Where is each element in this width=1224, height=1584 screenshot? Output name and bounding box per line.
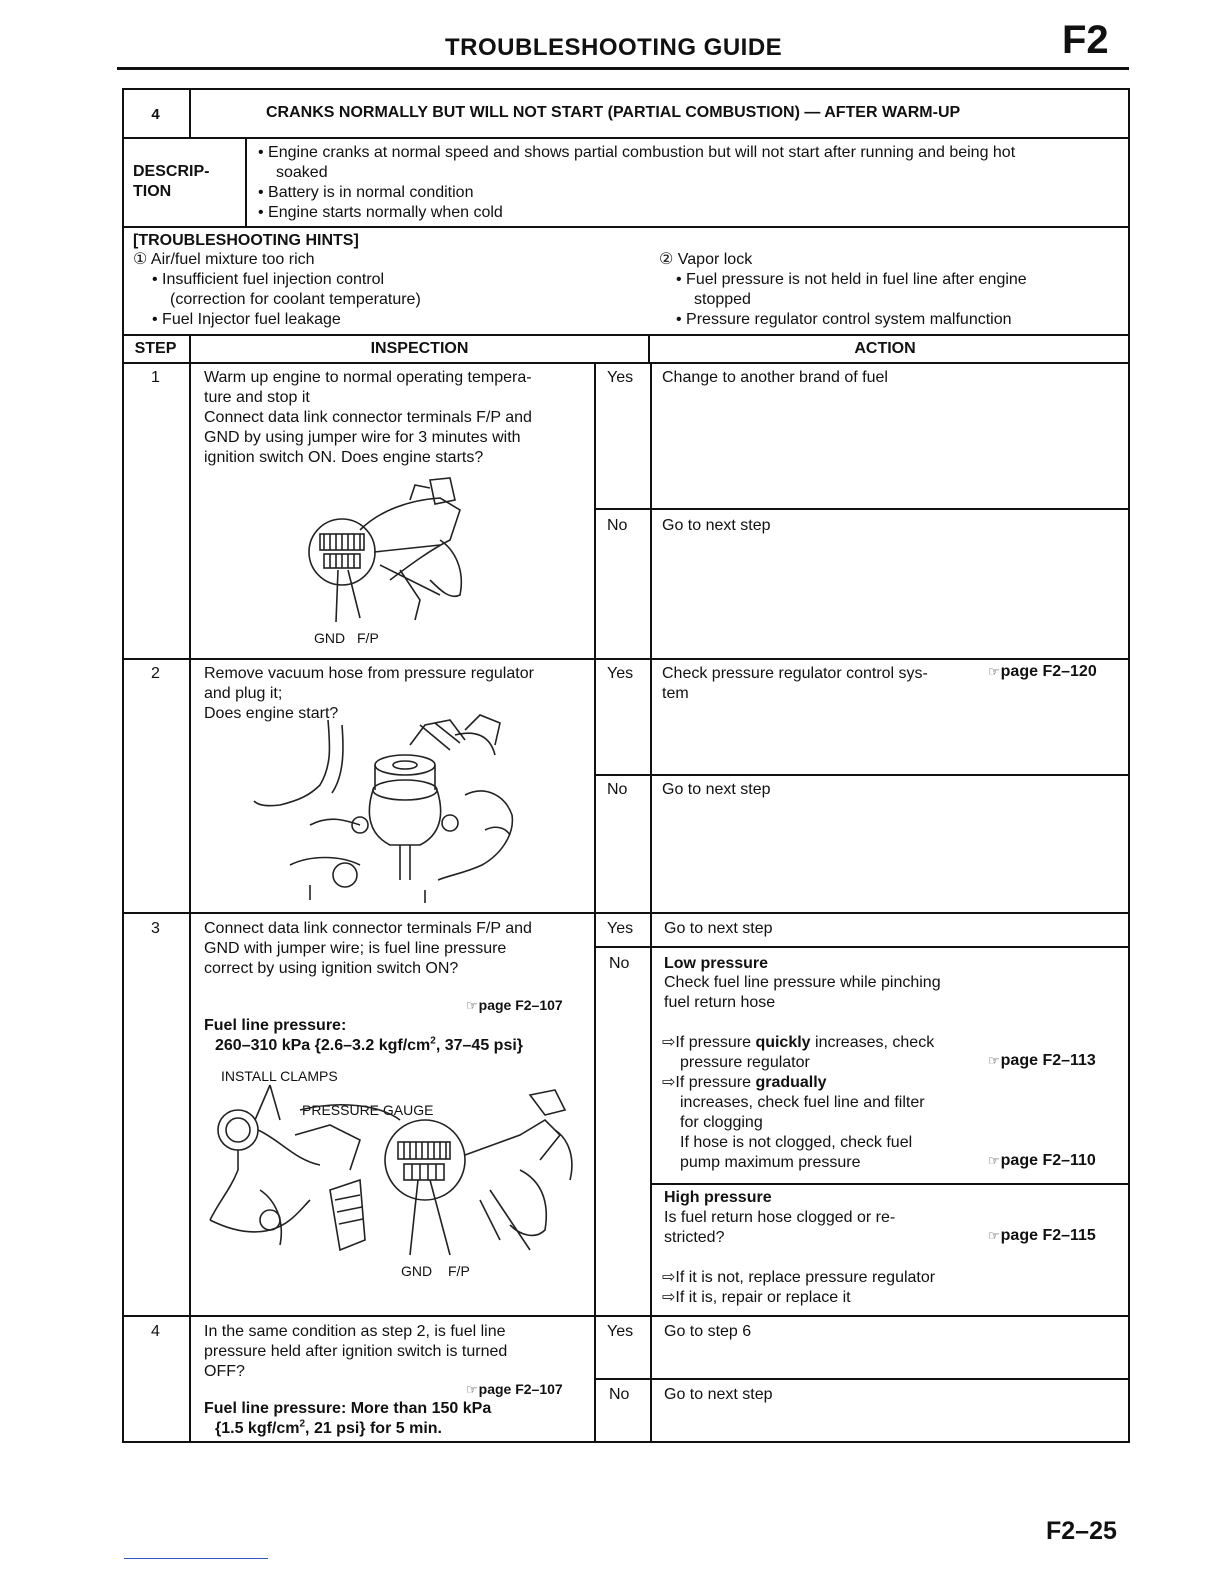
spec-value: 260–310 kPa {2.6–3.2 kgf/$cm^2$, 37–45 psi} [215, 1035, 524, 1054]
answer-no: No [607, 517, 628, 534]
divider [650, 362, 652, 1443]
hint-item: • Fuel Injector fuel leakage [152, 311, 341, 328]
connector-illustration [290, 470, 490, 630]
inspection-text: ignition switch ON. Does engine starts? [204, 449, 484, 466]
inspection-text: Connect data link connector terminals F/P and [204, 409, 532, 426]
divider [189, 88, 191, 137]
action-text: ⇨If it is, repair or replace it [662, 1289, 851, 1306]
action-text: fuel return hose [664, 994, 776, 1011]
answer-no: No [607, 781, 628, 798]
pressure-regulator-illustration [250, 705, 530, 905]
hint-item: • Fuel pressure is not held in fuel line after engine [676, 271, 1027, 288]
answer-yes: Yes [607, 369, 634, 386]
divider [122, 334, 1130, 336]
action-text: ⇨If pressure quickly increases, check [662, 1034, 935, 1051]
answer-yes: Yes [607, 1323, 634, 1340]
page-reference[interactable]: ☞page F2–110 [988, 1152, 1096, 1169]
description-item: • Engine cranks at normal speed and shows partial combustion but will not start after running and being hot [258, 144, 1016, 161]
column-header-action: ACTION [854, 340, 916, 357]
pointing-hand-icon: ☞ [466, 1382, 478, 1397]
divider [650, 1183, 1130, 1185]
action-text: ⇨If it is not, replace pressure regulator [662, 1269, 936, 1286]
figure-label-gnd: GND [401, 1263, 433, 1279]
action-text: tem [662, 685, 689, 702]
pressure-gauge-illustration [200, 1080, 580, 1260]
hints-heading: [TROUBLESHOOTING HINTS] [133, 232, 359, 249]
divider [594, 1378, 1130, 1380]
figure-label-pressure-gauge: PRESSURE GAUGE [302, 1102, 434, 1118]
action-text: stricted? [664, 1229, 725, 1246]
page-title: TROUBLESHOOTING GUIDE [445, 34, 783, 61]
divider [122, 226, 1130, 228]
inspection-text: Connect data link connector terminals F/P and [204, 920, 532, 937]
step-number: 1 [151, 369, 160, 386]
hint-item: ② Vapor lock [659, 251, 753, 268]
pointing-hand-icon: ☞ [466, 998, 478, 1013]
figure-label-fp: F/P [357, 630, 379, 646]
answer-no: No [609, 1386, 630, 1403]
description-item: soaked [276, 164, 328, 181]
inspection-text: Remove vacuum hose from pressure regulator [204, 665, 534, 682]
divider [189, 334, 191, 1443]
page-reference[interactable]: ☞page F2–113 [988, 1052, 1096, 1069]
symptom-title: CRANKS NORMALLY BUT WILL NOT START (PARTIAL COMBUSTION) — AFTER WARM-UP [266, 104, 961, 121]
action-text: ⇨If pressure gradually [662, 1074, 827, 1091]
action-text: for clogging [680, 1114, 763, 1131]
spec-value: {1.5 kgf/$cm^2$, 21 psi} for 5 min. [215, 1418, 442, 1437]
inspection-text: GND with jumper wire; is fuel line pressure [204, 940, 507, 957]
divider [122, 658, 1130, 660]
section-code: F2 [1062, 18, 1109, 62]
symptom-number: 4 [151, 106, 160, 123]
page-reference[interactable]: ☞page F2–107 [466, 1381, 563, 1397]
pointing-hand-icon: ☞ [988, 1153, 1000, 1168]
action-text: Is fuel return hose clogged or re- [664, 1209, 896, 1226]
pointing-hand-icon: ☞ [988, 664, 1000, 679]
spec-value: Fuel line pressure: More than 150 kPa [204, 1400, 492, 1417]
divider [122, 362, 1130, 364]
divider [594, 508, 1130, 510]
inspection-text: Warm up engine to normal operating tempera- [204, 369, 532, 386]
action-text: Go to next step [664, 1386, 773, 1403]
description-item: • Engine starts normally when cold [258, 204, 503, 221]
page-reference[interactable]: ☞page F2–115 [988, 1227, 1096, 1244]
inspection-text: In the same condition as step 2, is fuel line [204, 1323, 506, 1340]
divider [594, 362, 596, 1443]
inspection-text: Does engine start? [204, 705, 339, 722]
description-label: TION [133, 183, 172, 200]
divider [594, 774, 1130, 776]
high-pressure-heading: High pressure [664, 1189, 772, 1206]
column-header-inspection: INSPECTION [370, 340, 469, 357]
action-text: Change to another brand of fuel [662, 369, 888, 386]
hint-item: (correction for coolant temperature) [170, 291, 421, 308]
action-text: Go to step 6 [664, 1323, 752, 1340]
answer-yes: Yes [607, 920, 634, 937]
page-reference[interactable]: ☞page F2–120 [988, 663, 1097, 680]
answer-yes: Yes [607, 665, 634, 682]
inspection-text: correct by using ignition switch ON? [204, 960, 459, 977]
divider [122, 137, 1130, 139]
inspection-text: GND by using jumper wire for 3 minutes with [204, 429, 521, 446]
low-pressure-heading: Low pressure [664, 955, 769, 972]
divider [245, 137, 247, 226]
action-text: pump maximum pressure [680, 1154, 861, 1171]
action-text: Check pressure regulator control sys- [662, 665, 928, 682]
action-text: Go to next step [662, 517, 771, 534]
page-reference[interactable]: ☞page F2–107 [466, 997, 563, 1013]
spec-label: Fuel line pressure: [204, 1017, 347, 1034]
pointing-hand-icon: ☞ [988, 1053, 1000, 1068]
inspection-text: OFF? [204, 1363, 245, 1380]
action-text: Go to next step [664, 920, 773, 937]
footer-link-rule [124, 1558, 268, 1559]
figure-label-fp: F/P [448, 1263, 470, 1279]
hint-item: • Insufficient fuel injection control [152, 271, 385, 288]
hint-item: ① Air/fuel mixture too rich [133, 251, 315, 268]
divider [122, 912, 1130, 914]
description-label: DESCRIP- [133, 163, 210, 180]
figure-label-gnd: GND [314, 630, 346, 646]
column-header-step: STEP [134, 340, 177, 357]
header-rule [117, 67, 1129, 70]
action-text: Go to next step [662, 781, 771, 798]
answer-no: No [609, 955, 630, 972]
step-number: 3 [151, 920, 160, 937]
divider [594, 946, 1130, 948]
action-text: increases, check fuel line and filter [680, 1094, 925, 1111]
action-text: Check fuel line pressure while pinching [664, 974, 941, 991]
hint-item: • Pressure regulator control system malfunction [676, 311, 1012, 328]
step-number: 2 [151, 665, 160, 682]
divider [122, 1315, 1130, 1317]
pointing-hand-icon: ☞ [988, 1228, 1000, 1243]
hint-item: stopped [694, 291, 751, 308]
inspection-text: pressure held after ignition switch is turned [204, 1343, 508, 1360]
inspection-text: ture and stop it [204, 389, 310, 406]
inspection-text: and plug it; [204, 685, 283, 702]
page-number: F2–25 [1046, 1517, 1117, 1545]
description-item: • Battery is in normal condition [258, 184, 474, 201]
action-text: pressure regulator [680, 1054, 810, 1071]
figure-label-install-clamps: INSTALL CLAMPS [221, 1068, 338, 1084]
step-number: 4 [151, 1323, 160, 1340]
action-text: If hose is not clogged, check fuel [680, 1134, 913, 1151]
